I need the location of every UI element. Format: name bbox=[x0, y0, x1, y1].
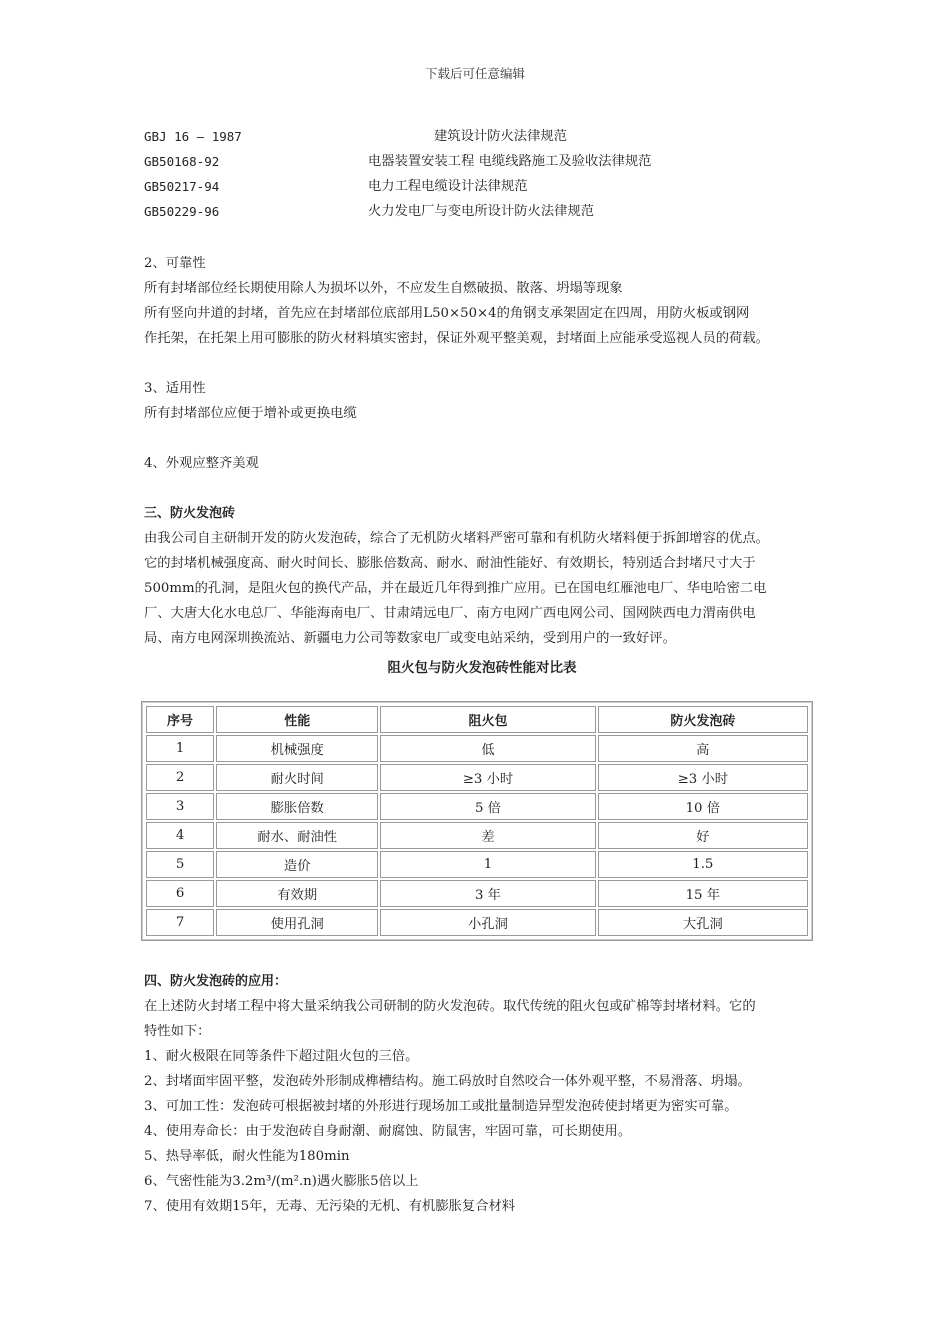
table-cell: 4 bbox=[146, 822, 214, 849]
page-header: 下载后可任意编辑 bbox=[424, 66, 525, 81]
paragraph-line: 500mm的孔洞，是阻火包的换代产品，并在最近几年得到推广应用。已在国电红雁池电厂、华电哈密二电 bbox=[144, 581, 767, 596]
applicability-heading: 3、适用性 bbox=[144, 381, 206, 396]
section3-heading: 三、防火发泡砖 bbox=[144, 506, 236, 521]
table-cell: 1 bbox=[146, 735, 214, 762]
standard-row bbox=[144, 176, 824, 201]
comparison-table bbox=[144, 704, 810, 938]
list-item: 5、热导率低，耐火性能为180min bbox=[144, 1149, 350, 1164]
list-item: 1、耐火极限在同等条件下超过阻火包的三倍。 bbox=[144, 1049, 419, 1064]
table-cell: 高 bbox=[598, 735, 808, 762]
table-cell: 10 倍 bbox=[598, 793, 808, 820]
list-item: 7、使用有效期15年，无毒、无污染的无机、有机膨胀复合材料 bbox=[144, 1199, 516, 1214]
reliability-heading: 2、可靠性 bbox=[144, 256, 206, 271]
table-cell: 6 bbox=[146, 880, 214, 907]
table-cell: 机械强度 bbox=[216, 735, 378, 762]
table-cell: 耐火时间 bbox=[216, 764, 378, 791]
table-header-row bbox=[146, 706, 808, 733]
table-cell: ≥3 小时 bbox=[380, 764, 595, 791]
standard-title: 火力发电厂与变电所设计防火法律规范 bbox=[368, 204, 595, 219]
table-row bbox=[146, 880, 808, 907]
list-item: 3、可加工性：发泡砖可根据被封堵的外形进行现场加工或批量制造异型发泡砖使封堵更为密实可靠。 bbox=[144, 1099, 738, 1114]
table-cell: 造价 bbox=[216, 851, 378, 878]
table-cell: 1.5 bbox=[598, 851, 808, 878]
table-row bbox=[146, 735, 808, 762]
table-row bbox=[146, 793, 808, 820]
paragraph-line: 所有封堵部位应便于增补或更换电缆 bbox=[144, 406, 357, 421]
paragraph-line: 所有封堵部位经长期使用除人为损坏以外，不应发生自燃破损、散落、坍塌等现象 bbox=[144, 281, 623, 296]
standard-code: GB50229-96 bbox=[144, 204, 220, 219]
paragraph-line: 厂、大唐大化水电总厂、华能海南电厂、甘肃靖远电厂、南方电网广西电网公司、国网陕西电力渭南供电 bbox=[144, 606, 756, 621]
standard-code: GB50217-94 bbox=[144, 179, 220, 194]
list-item: 4、使用寿命长：由于发泡砖自身耐潮、耐腐蚀、防鼠害，牢固可靠，可长期使用。 bbox=[144, 1124, 632, 1139]
standard-code: GB50168-92 bbox=[144, 154, 220, 169]
appearance-heading: 4、外观应整齐美观 bbox=[144, 456, 259, 471]
header-cell: 性能 bbox=[216, 706, 378, 733]
table-cell: 小孔洞 bbox=[380, 909, 595, 936]
table-cell: 2 bbox=[146, 764, 214, 791]
header-cell: 防火发泡砖 bbox=[598, 706, 808, 733]
document-body bbox=[144, 126, 824, 1219]
paragraph-line: 作托架，在托架上用可膨胀的防火材料填实密封，保证外观平整美观，封堵面上应能承受巡视人员的荷载。 bbox=[144, 331, 769, 346]
table-cell: ≥3 小时 bbox=[598, 764, 808, 791]
table-cell: 5 倍 bbox=[380, 793, 595, 820]
header-cell: 序号 bbox=[146, 706, 214, 733]
paragraph-line: 所有竖向井道的封堵，首先应在封堵部位底部用L50×50×4的角钢支承架固定在四周，用防火板或钢网 bbox=[144, 306, 750, 321]
standard-row bbox=[144, 126, 824, 151]
table-cell: 大孔洞 bbox=[598, 909, 808, 936]
standard-title: 电器装置安装工程 电缆线路施工及验收法律规范 bbox=[368, 154, 652, 169]
table-cell: 差 bbox=[380, 822, 595, 849]
standards-list bbox=[144, 126, 824, 226]
list-item: 2、封堵面牢固平整，发泡砖外形制成榫槽结构。施工码放时自然咬合一体外观平整，不易滑落、坍塌。 bbox=[144, 1074, 751, 1089]
table-cell: 耐水、耐油性 bbox=[216, 822, 378, 849]
standard-title: 电力工程电缆设计法律规范 bbox=[368, 179, 528, 194]
comparison-table-frame bbox=[141, 701, 813, 941]
table-cell: 15 年 bbox=[598, 880, 808, 907]
paragraph-line: 局、南方电网深圳换流站、新疆电力公司等数家电厂或变电站采纳，受到用户的一致好评。 bbox=[144, 631, 676, 646]
paragraph-line: 特性如下： bbox=[144, 1024, 211, 1039]
table-row bbox=[146, 909, 808, 936]
standard-row bbox=[144, 151, 824, 176]
table-title: 阻火包与防火发泡砖性能对比表 bbox=[387, 660, 577, 676]
table-cell: 低 bbox=[380, 735, 595, 762]
table-cell: 1 bbox=[380, 851, 595, 878]
table-cell: 3 bbox=[146, 793, 214, 820]
table-cell: 7 bbox=[146, 909, 214, 936]
table-row bbox=[146, 822, 808, 849]
section4-heading: 四、防火发泡砖的应用： bbox=[144, 974, 288, 989]
table-cell: 使用孔洞 bbox=[216, 909, 378, 936]
list-item: 6、气密性能为3.2m³/(m².n)遇火膨胀5倍以上 bbox=[144, 1174, 419, 1189]
table-cell: 有效期 bbox=[216, 880, 378, 907]
standard-row bbox=[144, 201, 824, 226]
header-cell: 阻火包 bbox=[380, 706, 595, 733]
table-cell: 好 bbox=[598, 822, 808, 849]
paragraph-line: 由我公司自主研制开发的防火发泡砖，综合了无机防火堵料严密可靠和有机防火堵料便于拆卸增容的优点。 bbox=[144, 531, 769, 546]
table-cell: 3 年 bbox=[380, 880, 595, 907]
paragraph-line: 它的封堵机械强度高、耐火时间长、膨胀倍数高、耐水、耐油性能好、有效期长，特别适合封堵尺寸大于 bbox=[144, 556, 756, 571]
table-cell: 膨胀倍数 bbox=[216, 793, 378, 820]
standard-title: 建筑设计防火法律规范 bbox=[434, 129, 567, 144]
paragraph-line: 在上述防火封堵工程中将大量采纳我公司研制的防火发泡砖。取代传统的阻火包或矿棉等封堵材料。它的 bbox=[144, 999, 756, 1014]
standard-code: GBJ 16 – 1987 bbox=[144, 129, 242, 144]
table-row bbox=[146, 851, 808, 878]
table-row bbox=[146, 764, 808, 791]
table-cell: 5 bbox=[146, 851, 214, 878]
